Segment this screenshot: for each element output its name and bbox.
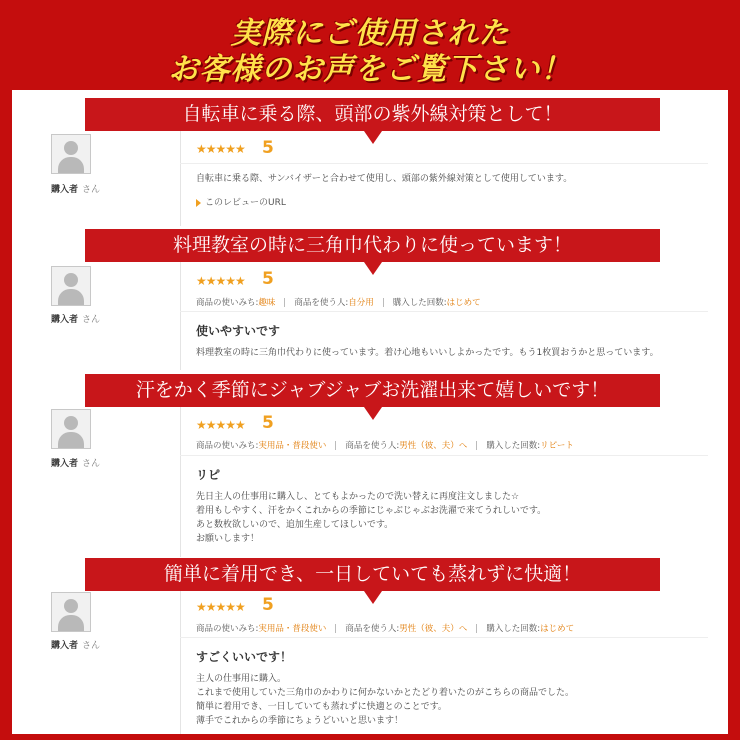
review-banner: 簡単に着用でき、一日していても蒸れずに快適！ [85, 558, 660, 591]
banner-arrow-icon [364, 407, 382, 420]
star-rating-icon: ★★★★★ [196, 274, 245, 288]
avatar [51, 409, 91, 449]
banner-arrow-icon [364, 262, 382, 275]
rating-score: 5 [262, 138, 274, 158]
buyer-name: 購入者 さん [51, 459, 101, 469]
column-divider [180, 407, 181, 557]
divider [180, 637, 708, 638]
avatar [51, 266, 91, 306]
star-rating-icon: ★★★★★ [196, 418, 245, 432]
review-banner: 自転車に乗る際、頭部の紫外線対策として！ [85, 98, 660, 131]
review-body: 自転車に乗る際、サンバイザーと合わせて使用し、頭部の紫外線対策として使用しています。 [196, 174, 573, 184]
buyer-name: 購入者 さん [51, 185, 101, 195]
rating-score: 5 [262, 269, 274, 289]
star-rating-icon: ★★★★★ [196, 600, 245, 614]
review-banner: 料理教室の時に三角巾代わりに使っています！ [85, 229, 660, 262]
column-divider [180, 131, 181, 226]
review-body: 先日主人の仕事用に購入し、とてもよかったので洗い替えに再度注文しました☆ 着用もしやすく、汗をかくこれからの季節にじゃぶじゃぶお洗濯で来てうれしいです。 あと数枚欲しいので、追加生産してほしいです。 お願いします！ [196, 492, 547, 544]
divider [180, 163, 708, 164]
star-rating-icon: ★★★★★ [196, 142, 245, 156]
review-banner: 汗をかく季節にジャブジャブお洗濯出来て嬉しいです！ [85, 374, 660, 407]
review-url-link[interactable]: このレビューのURL [196, 195, 286, 208]
review-body: 主人の仕事用に購入。 これまで使用していた三角巾のかわりに何かないかとたどり着いたのがこちらの商品でした。 簡単に着用でき、一日していても蒸れずに快適とのことです。 薄手でこれからの季節にちょうどいいと思います！ [196, 674, 575, 726]
banner-arrow-icon [364, 131, 382, 144]
review-body: 料理教室の時に三角巾代わりに使っています。着け心地もいいしよかったです。もう1枚買おうかと思っています。 [196, 348, 659, 358]
buyer-name: 購入者 さん [51, 315, 101, 325]
triangle-right-icon [196, 199, 201, 207]
review-meta: 商品の使いみち:実用品・普段使い 商品を使う人:男性（彼、夫）へ 購入した回数:リピート [196, 441, 574, 451]
rating-score: 5 [262, 413, 274, 433]
buyer-name: 購入者 さん [51, 641, 101, 651]
review-title: リピ [196, 468, 221, 482]
column-divider [180, 591, 181, 734]
rating-score: 5 [262, 595, 274, 615]
review-title: 使いやすいです [196, 324, 281, 338]
review-title: すごくいいです！ [196, 650, 293, 664]
header-title-line-1: 実際にご使用された [230, 16, 510, 51]
header-title-line-2: お客様のお声をご覧下さい！ [168, 52, 572, 87]
column-divider [180, 262, 181, 370]
divider [180, 455, 708, 456]
page-header [0, 0, 740, 90]
review-meta: 商品の使いみち:趣味 商品を使う人:自分用 購入した回数:はじめて [196, 298, 481, 308]
banner-arrow-icon [364, 591, 382, 604]
divider [180, 311, 708, 312]
review-meta: 商品の使いみち:実用品・普段使い 商品を使う人:男性（彼、夫）へ 購入した回数:はじめて [196, 624, 575, 634]
avatar [51, 134, 91, 174]
avatar [51, 592, 91, 632]
